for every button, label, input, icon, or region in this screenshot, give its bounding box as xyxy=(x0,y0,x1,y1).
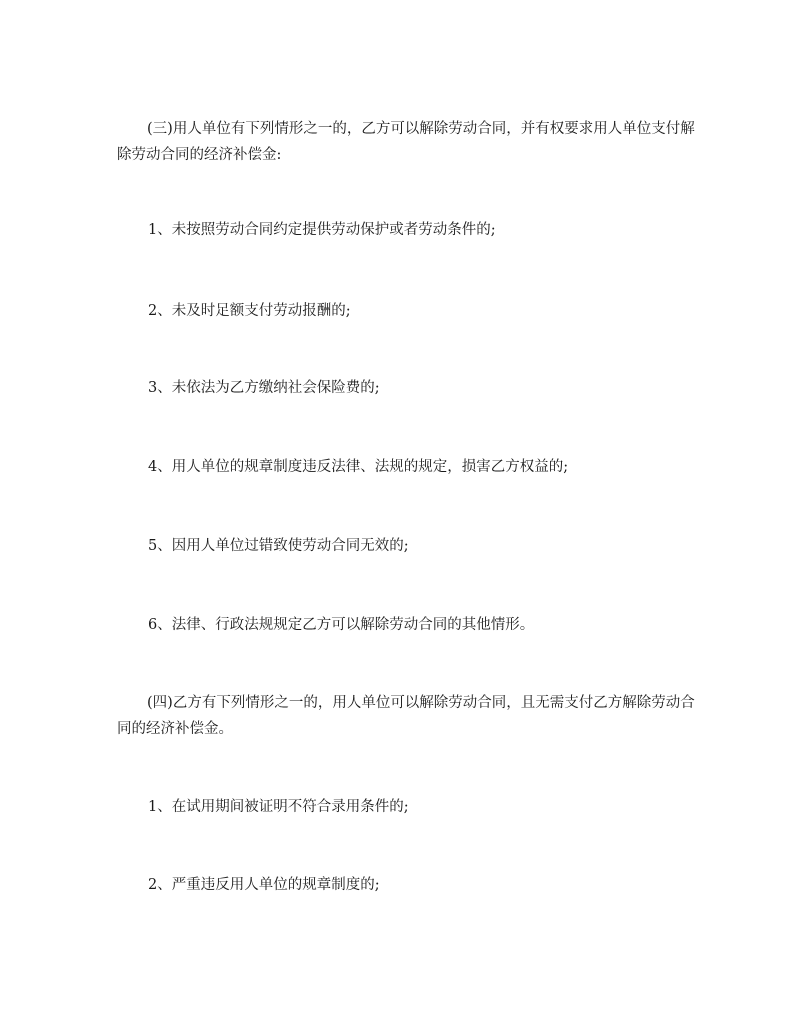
section-3-item-5: 5、因用人单位过错致使劳动合同无效的; xyxy=(148,538,409,554)
section-3-item-3: 3、未依法为乙方缴纳社会保险费的; xyxy=(148,380,380,396)
section-4-heading-text: (四)乙方有下列情形之一的，用人单位可以解除劳动合同，且无需支付乙方解除劳动合同的经济补偿金。 xyxy=(117,695,695,737)
section-3-item-6: 6、法律、行政法规规定乙方可以解除劳动合同的其他情形。 xyxy=(148,617,535,633)
section-4-item-2: 2、严重违反用人单位的规章制度的; xyxy=(148,877,380,893)
section-3-item-2: 2、未及时足额支付劳动报酬的; xyxy=(148,303,351,319)
section-3-item-4: 4、用人单位的规章制度违反法律、法规的规定，损害乙方权益的; xyxy=(148,459,569,475)
section-4-heading xyxy=(117,690,697,742)
section-3-heading xyxy=(117,116,697,168)
section-4-item-1: 1、在试用期间被证明不符合录用条件的; xyxy=(148,799,409,815)
section-3-item-1: 1、未按照劳动合同约定提供劳动保护或者劳动条件的; xyxy=(148,222,496,238)
section-3-heading-text: (三)用人单位有下列情形之一的，乙方可以解除劳动合同，并有权要求用人单位支付解除劳动合同的经济补偿金: xyxy=(117,121,695,163)
